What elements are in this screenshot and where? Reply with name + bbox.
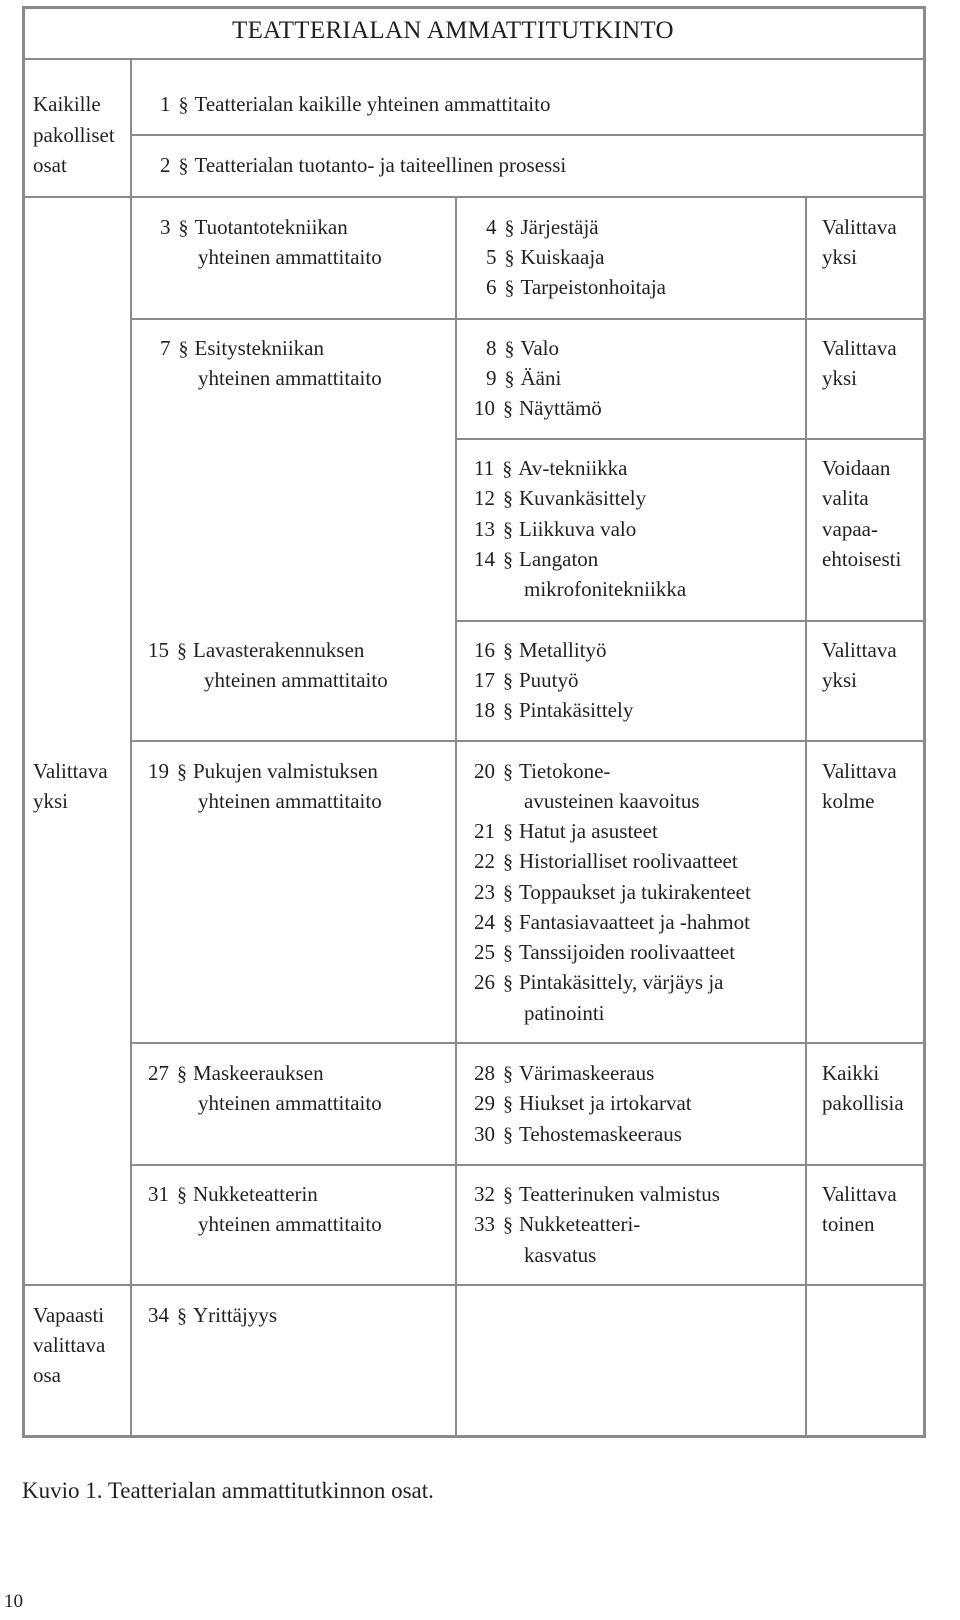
unit-text: Teatterialan kaikille yhteinen ammattitaito [194, 92, 551, 116]
unit-number: 32 [474, 1182, 495, 1206]
option-unit [474, 453, 627, 485]
label-line: osat [33, 153, 67, 177]
section-sign-icon: § [503, 1124, 513, 1146]
unit-number: 4 [486, 215, 497, 239]
unit-text: Tehostemaskeeraus [519, 1122, 682, 1146]
section-sign-icon: § [503, 549, 513, 571]
rule-group-5 [131, 1042, 926, 1044]
unit-text-continued: mikrofonitekniikka [524, 577, 687, 601]
rule-under-unit-1 [131, 134, 926, 136]
selection-rule: Valittava [822, 1182, 897, 1206]
section-sign-icon: § [504, 368, 515, 390]
unit-number: 14 [474, 547, 495, 571]
label-line: valittava [33, 1333, 106, 1357]
unit-number: 33 [474, 1212, 495, 1236]
unit-text: Historialliset roolivaatteet [519, 849, 738, 873]
rule-rule-column [805, 196, 807, 1438]
selection-rule: valita [822, 486, 869, 510]
unit-number: 22 [474, 849, 495, 873]
section-sign-icon: § [503, 488, 513, 510]
unit-number: 11 [474, 456, 495, 480]
table-title: TEATTERIALAN AMMATTITUTKINTO [232, 17, 674, 44]
section-sign-icon: § [177, 761, 187, 783]
unit-text: Kuvankäsittely [519, 486, 647, 510]
rule-group-3 [456, 620, 926, 622]
selection-rule: toinen [822, 1212, 875, 1236]
section-sign-icon: § [503, 1063, 513, 1085]
selection-rule: ehtoisesti [822, 547, 902, 571]
label-line: osa [33, 1363, 61, 1387]
option-unit [474, 1119, 682, 1151]
rule-group-2 [456, 438, 926, 440]
option-unit [486, 333, 559, 365]
unit-number: 8 [486, 336, 497, 360]
figure-caption: Kuvio 1. Teatterialan ammattitutkinnon osat. [22, 1478, 434, 1503]
unit-number: 10 [474, 396, 495, 420]
unit-text: Järjestäjä [520, 215, 599, 239]
unit-text: Teatterinuken valmistus [519, 1182, 720, 1206]
rule-core-column [455, 196, 457, 1438]
rule-under-common-units [22, 196, 926, 198]
unit-text: Ääni [520, 366, 562, 390]
option-unit [474, 635, 607, 667]
section-sign-icon: § [503, 1184, 513, 1206]
option-unit [474, 846, 738, 878]
unit-text: Tuotantotekniikan [194, 215, 348, 239]
rule-free-unit [22, 1284, 926, 1286]
unit-text: Liikkuva valo [519, 517, 637, 541]
core-unit [148, 635, 364, 667]
unit-text: Hiukset ja irtokarvat [519, 1091, 692, 1115]
unit-text: Kuiskaaja [520, 245, 605, 269]
section-sign-icon: § [504, 217, 515, 239]
option-unit [474, 1179, 720, 1211]
section-sign-icon: § [178, 338, 189, 360]
unit-number: 9 [486, 366, 497, 390]
core-unit [148, 1058, 324, 1090]
label-line: yksi [33, 789, 69, 813]
unit-text: Teatterialan tuotanto- ja taiteellinen prosessi [194, 153, 567, 177]
unit-text-continued: yhteinen ammattitaito [198, 245, 382, 269]
label-line: Vapaasti [33, 1303, 105, 1327]
section-sign-icon: § [503, 670, 513, 692]
unit-number: 20 [474, 759, 495, 783]
unit-text-continued: kasvatus [524, 1243, 597, 1267]
core-unit [148, 1179, 318, 1211]
section-sign-icon: § [503, 700, 513, 722]
section-sign-icon: § [503, 398, 513, 420]
core-unit [160, 333, 324, 365]
unit-number: 6 [486, 275, 497, 299]
unit-text: Värimaskeeraus [519, 1061, 655, 1085]
selection-rule: yksi [822, 366, 858, 390]
unit-text: Hatut ja asusteet [519, 819, 658, 843]
free-unit [148, 1300, 277, 1332]
unit-number: 18 [474, 698, 495, 722]
unit-text: Av-tekniikka [518, 456, 628, 480]
unit-number: 2 [160, 153, 171, 177]
unit-text: Näyttämö [519, 396, 602, 420]
unit-text-continued: avusteinen kaavoitus [524, 789, 700, 813]
common-unit [160, 150, 566, 182]
option-unit [474, 483, 646, 515]
unit-number: 24 [474, 910, 495, 934]
unit-number: 25 [474, 940, 495, 964]
option-unit [486, 363, 561, 395]
option-unit [474, 816, 658, 848]
option-unit [474, 967, 724, 999]
selection-rule: Valittava [822, 336, 897, 360]
unit-number: 28 [474, 1061, 495, 1085]
unit-text: Valo [520, 336, 559, 360]
section-sign-icon: § [503, 942, 513, 964]
unit-text-continued: yhteinen ammattitaito [198, 1212, 382, 1236]
section-sign-icon: § [503, 882, 513, 904]
unit-text-continued: patinointi [524, 1001, 605, 1025]
option-unit [474, 1209, 640, 1241]
unit-text: Pintakäsittely, värjäys ja [519, 970, 724, 994]
unit-number: 12 [474, 486, 495, 510]
option-unit [474, 514, 636, 546]
unit-text: Toppaukset ja tukirakenteet [519, 880, 751, 904]
option-unit [486, 272, 666, 304]
option-unit [474, 877, 751, 909]
unit-text-continued: yhteinen ammattitaito [198, 366, 382, 390]
unit-number: 13 [474, 517, 495, 541]
option-unit [474, 1088, 692, 1120]
section-sign-icon: § [177, 1184, 187, 1206]
unit-number: 30 [474, 1122, 495, 1146]
unit-text: Nukketeatteri- [519, 1212, 641, 1236]
section-sign-icon: § [503, 519, 513, 541]
unit-text: Lavasterakennuksen [193, 638, 365, 662]
section-sign-icon: § [503, 761, 513, 783]
section-sign-icon: § [503, 1214, 513, 1236]
option-unit [486, 212, 599, 244]
selection-rule: kolme [822, 789, 875, 813]
unit-text: Esitystekniikan [194, 336, 324, 360]
unit-text-continued: yhteinen ammattitaito [198, 789, 382, 813]
unit-number: 19 [148, 759, 169, 783]
option-unit [474, 756, 610, 788]
unit-text: Nukketeatterin [193, 1182, 318, 1206]
label-line: Valittava [33, 759, 108, 783]
rule-group-4 [131, 740, 926, 742]
selection-rule: vapaa- [822, 517, 878, 541]
section-sign-icon: § [178, 217, 189, 239]
option-unit [474, 1058, 654, 1090]
section-sign-icon: § [503, 640, 513, 662]
core-unit [160, 212, 348, 244]
rule-left-column [130, 58, 132, 1438]
section-sign-icon: § [177, 1063, 187, 1085]
section-sign-icon: § [504, 247, 515, 269]
rule-group-1 [131, 318, 926, 320]
selection-rule: Valittava [822, 215, 897, 239]
selection-rule: Voidaan [822, 456, 891, 480]
unit-number: 3 [160, 215, 171, 239]
unit-number: 27 [148, 1061, 169, 1085]
common-unit [160, 89, 550, 121]
option-unit [474, 393, 602, 425]
unit-text: Pukujen valmistuksen [193, 759, 378, 783]
unit-text: Langaton [519, 547, 599, 571]
unit-text: Maskeerauksen [193, 1061, 324, 1085]
section-sign-icon: § [177, 1305, 187, 1327]
rule-under-title [22, 58, 926, 60]
section-sign-icon: § [503, 851, 513, 873]
selection-rule: yksi [822, 245, 858, 269]
section-sign-icon: § [504, 338, 515, 360]
unit-number: 23 [474, 880, 495, 904]
unit-number: 17 [474, 668, 495, 692]
option-unit [486, 242, 604, 274]
page-number: 10 [4, 1591, 23, 1612]
section-sign-icon: § [503, 912, 513, 934]
option-unit [474, 544, 598, 576]
selection-rule: Valittava [822, 759, 897, 783]
unit-text: Metallityö [519, 638, 607, 662]
section-sign-icon: § [503, 1093, 513, 1115]
label-line: Kaikille [33, 92, 101, 116]
section-sign-icon: § [178, 155, 189, 177]
unit-number: 5 [486, 245, 497, 269]
unit-text: Tarpeistonhoitaja [520, 275, 666, 299]
option-unit [474, 907, 750, 939]
section-sign-icon: § [502, 458, 513, 480]
unit-text: Pintakäsittely [519, 698, 634, 722]
unit-text: Tietokone- [519, 759, 611, 783]
unit-text-continued: yhteinen ammattitaito [198, 1091, 382, 1115]
unit-text: Yrittäjyys [193, 1303, 277, 1327]
section-sign-icon: § [178, 94, 189, 116]
unit-number: 26 [474, 970, 495, 994]
option-unit [474, 665, 579, 697]
unit-text-continued: yhteinen ammattitaito [204, 668, 388, 692]
unit-number: 1 [160, 92, 171, 116]
unit-number: 21 [474, 819, 495, 843]
section-sign-icon: § [504, 277, 515, 299]
unit-number: 31 [148, 1182, 169, 1206]
unit-number: 7 [160, 336, 171, 360]
selection-rule: yksi [822, 668, 858, 692]
rule-group-6 [131, 1164, 926, 1166]
unit-number: 29 [474, 1091, 495, 1115]
unit-number: 15 [148, 638, 169, 662]
unit-text: Fantasiavaatteet ja -hahmot [519, 910, 750, 934]
section-sign-icon: § [503, 821, 513, 843]
section-sign-icon: § [177, 640, 187, 662]
section-sign-icon: § [503, 972, 513, 994]
unit-number: 34 [148, 1303, 169, 1327]
selection-rule: pakollisia [822, 1091, 904, 1115]
unit-text: Puutyö [519, 668, 579, 692]
unit-text: Tanssijoiden roolivaatteet [519, 940, 736, 964]
option-unit [474, 695, 633, 727]
selection-rule: Kaikki [822, 1061, 880, 1085]
selection-rule: Valittava [822, 638, 897, 662]
unit-number: 16 [474, 638, 495, 662]
option-unit [474, 937, 735, 969]
core-unit [148, 756, 378, 788]
label-line: pakolliset [33, 123, 115, 147]
